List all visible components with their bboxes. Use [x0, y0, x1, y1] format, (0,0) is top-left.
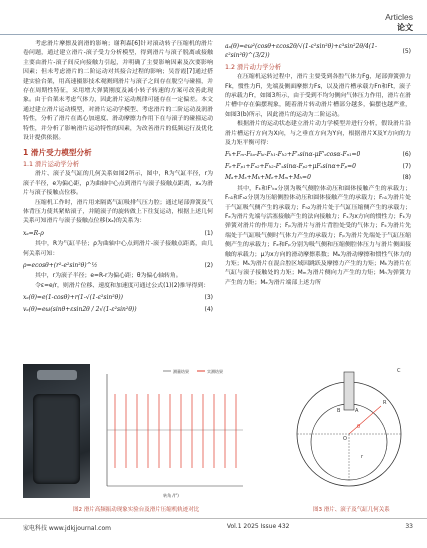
right-column: [225, 40, 411, 288]
label-r-big: R: [383, 400, 387, 406]
section-label-en: Articles: [385, 12, 413, 22]
section-heading-1: 1 滑片受力模型分析: [23, 148, 92, 158]
equation-7: Fₑ+Fₚ₁+Fₙ₂+Fₕ₂-F'ₛsinα-Fₚ₂+μFₛsinα+Fₚ=0 (7): [225, 162, 411, 170]
legend-measured: 测量结果: [173, 369, 189, 374]
kinematics-paragraph-4: 其中，r为滚子半径；e=R-r为偏心距；θ为偏心轴转角。: [35, 273, 182, 280]
label-b: B: [337, 408, 341, 414]
figure3-caption: 图3 滑片、滚子及气缸几何关系: [313, 507, 390, 513]
intro-paragraph: 考虑滑片摩擦及润滑的影响；谢利森[6]针对滚动转子压缩机的滑片卷问题，通过建立滑片-滚子受力分析模型，得到滑片与滚子脱离或接触主要由滑片-滚子间反向接触力引起，并明确了主要影响因素及次要影响因素；但未考虑滑片的二阶运动对其接合过程的影响；吴晋霞[7]通过搭建实验台架，用高速摄影技术观测到滑片与滚子之间存在脱空与碰撞，并存在周期性特征，采用增大弹簧刚度及减小转子转速的方案可改善此现象。由于台架未考虑气体力，因此滑片运动规律可能存在一定偏差。本文通过建立滑片运动模型，对滑片运动学模型、考虑滑片的二阶运动及润滑特性，分析了滑片在离心加速度、滑动摩擦力作用下在与滚子的碰撞运动特性，并分析了影响滑片运动特性的因素，为改善滑片的低频运行及优化设计提供依据。: [23, 41, 213, 142]
subsection-heading-1-2: 1.2 滑片动力学分析: [225, 63, 282, 71]
journal-name: 家电科技 www.jdkjjournal.com: [23, 525, 111, 532]
subsection-heading-1-1: 1.1 滑片运动学分析: [23, 160, 80, 168]
header-rule: [0, 34, 427, 35]
equation-1: xₐ=R-ρ (1): [23, 229, 213, 237]
label-a: A: [355, 408, 359, 414]
geometry-diagram: [291, 366, 411, 500]
kinematics-paragraph-2: 压缩机工作时，滑片用来隔离气缸吸排气压力腔；通过尾部弹簧及气体背压力使其紧贴滚子，并随滚子的旋转做上下往复运动，根据上述几何关系可知滑片与滚子接触点位移(xₐ)的关系为：: [23, 199, 213, 225]
left-column: [23, 40, 213, 316]
kinematics-paragraph-3: 其中，R为气缸半径；ρ为曲轴中心点到滑片-滚子接触点距离，由几何关系可知：: [23, 241, 213, 257]
page-footer: [23, 523, 413, 532]
equation-3: xₐ(θ)=e(1-cosθ)+r(1-√(1-ε²sin²θ)) (3): [23, 294, 213, 302]
vane: [344, 372, 354, 410]
dynamics-paragraph-3: 其中，Fₖ和F'ₖₐ分别为吸气侧腔体动压和圆体接触产生的承载力；Fₙ₁和Fₙ₂分别为压缩侧腔体动压和圆体接触产生的承载力；Fₙ₁为滑片处于气缸吸气侧产生的承载力；Fₕ₂为滑片处于气缸压缩侧产生的承载力；Fₑ为滑片先端与活塞接触产生的法向接触力；Fₛ为x方向的惯性力；Fₖ为弹簧对滑片的作用力；Fₚ为滑片与滑片背腔处受的气体力；Fₖ为滑片先端处于气缸吸气侧时气体力产生的承载力；Fₚ为滑片先端处于气缸压缩侧产生的承载力；Fₑ和Fₚ分别为吸气侧和压缩侧腔体压力与滑片侧面接触的承载力；μ为x方向的滑动摩擦系数；Mₐ为滑动摩擦和惯性气体力的力矩；Mₛ为滑片在混合腔区域因跳跃及摩擦力产生的力矩；Mₖ为滑片在气缸与滚子接触处的力矩；Mₘ为滑片侧向力产生的力矩；Mₕ为弹簧力产生的力矩；Mₑ为滑片端部上述力所: [225, 185, 411, 286]
label-o: O: [343, 436, 347, 442]
page-number: 33: [405, 523, 413, 530]
label-c: C: [397, 368, 401, 374]
equation-2: ρ=ecosθ+(r²-e²sin²θ)^½ (2): [23, 261, 213, 269]
legend-experimental: 实测结果: [207, 369, 223, 374]
test-rig-photo: [23, 364, 90, 498]
equation-6: Fₖ+Fₘ-Fₖₐ-Fₖᵢ-Fₕ₁-Fₕ₂+F'ₛsinα-μF'ₛcosα-Fₙ₁=0 (6): [225, 151, 411, 159]
footer-rule: [0, 518, 427, 519]
dynamics-paragraph-2: 根据滑片的运动状态建立滑片动力学模型并进行分析，假设滑片沿滑片槽运行方向为X向，与之垂直方向为Y向，根据滑片X及Y方向的力及力矩平衡可得：: [225, 121, 411, 147]
dynamics-paragraph-1: 在压缩机运转过程中，滑片主要受到各腔气体力Fg，尾部弹簧弹力Fk，惯性力Fi，先端及侧面摩擦力Fs，以及滑片槽承载力Fn和Ft，滚子的承载力Fr，如图3所示，由于受到不均匀侧向气体压力作用，滑片在滑片槽中存在偏摆现象，随着滑片转动滑片槽部分越多，偏摆也越严重，如图3(b)所示，因此滑片的运动为二阶运动。: [225, 74, 411, 118]
figure-row: [23, 364, 411, 514]
section-label-cn: 论文: [397, 23, 413, 32]
volume-issue: Vol.1 2025 Issue 432: [226, 523, 290, 530]
vibration-chart: [93, 364, 248, 502]
kinematics-paragraph-1: 滑片、滚子及气缸的几何关系如图2所示，图中，R为气缸半径，r为滚子半径，e为偏心距，ρ为曲轴中心点到滑片与滚子接触点距离，xₐ为滑片与滚子接触点位移。: [23, 171, 213, 197]
page-header: [385, 12, 413, 33]
equation-5: aₐ(θ)=eω²(cosθ+εcos2θ/√(1-ε²sin²θ)+ε³sin²2θ/4(1-ε²sin²θ)^(3/2)) (5): [225, 43, 411, 60]
kinematics-paragraph-5: 令ε=e/r，则滑片位移、速度和加速度可通过公式(1)(2)推导得到：: [35, 282, 210, 289]
label-r-small: r: [361, 454, 364, 460]
equation-4: vₐ(θ)=eω(sinθ+εsin2θ / 2√(1-ε²sin²θ)) (4): [23, 305, 213, 313]
x-axis-label: 转角 /(°): [163, 493, 179, 498]
label-theta: θ: [357, 424, 361, 430]
figure2-caption: 图2 滑片高频振动现象实验台及滑片压缩机轨迹对比: [73, 507, 200, 513]
equation-8: Mₐ+Mₛ+Mₖ+Mₑ+Mₘ+Mₕ=0 (8): [225, 174, 411, 182]
